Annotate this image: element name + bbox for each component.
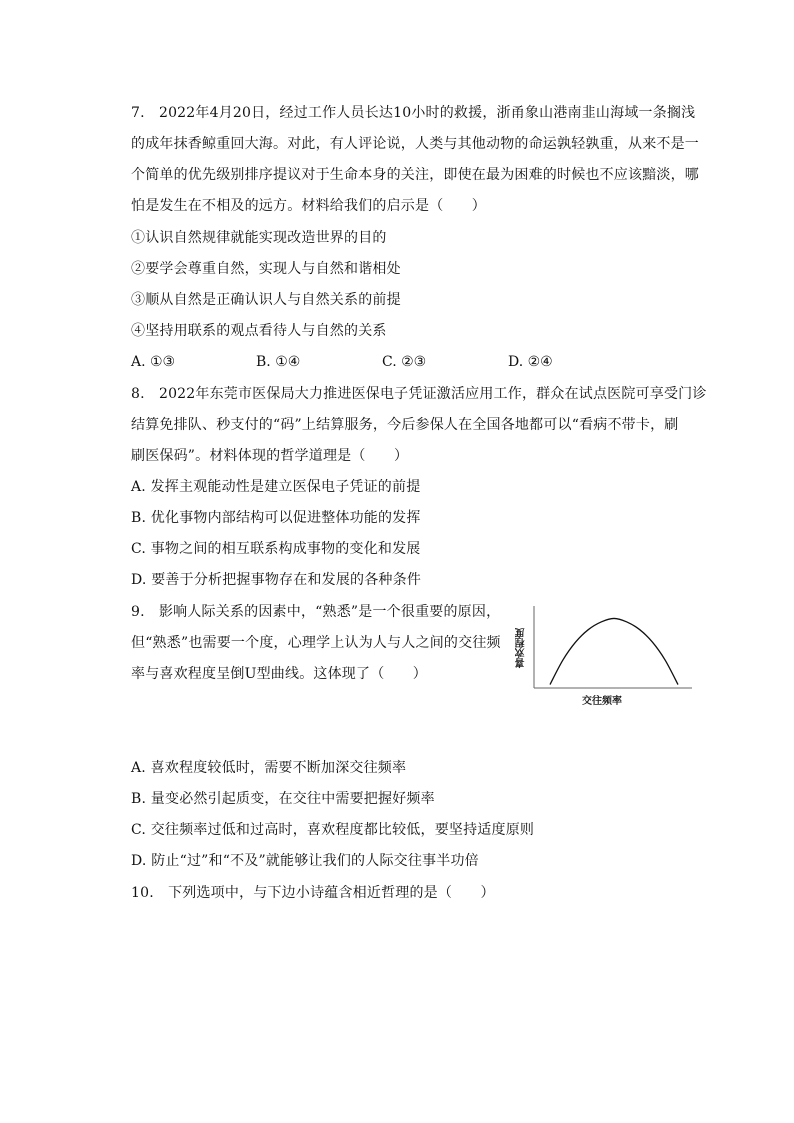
q8-option-a[interactable]: A. 发挥主观能动性是建立医保电子凭证的前提 [131,479,421,495]
q7-options [131,352,611,372]
q9-option-a[interactable]: A. 喜欢程度较低时，需要不断加深交往频率 [131,760,407,776]
q7-option-a[interactable]: A. ①③ [131,354,176,370]
q7-statement-1: ①认识自然规律就能实现改造世界的目的 [131,230,387,246]
q9-option-c[interactable]: C. 交往频率过低和过高时，喜欢程度都比较低，要坚持适度原则 [131,822,535,838]
q7-statement-2: ②要学会尊重自然，实现人与自然和谐相处 [131,261,401,277]
q7-stem-line-4: 怕是发生在不相及的远方。材料给我们的启示是（ ） [131,198,486,214]
y-axis-label: 喜欢程度 [516,628,527,668]
series-curve [550,618,678,684]
q7-stem-line-1: 7. 2022年4月20日，经过工作人员长达10小时的救援，浙甬象山港南韭山海域一条搁浅 [131,105,696,121]
q7-option-d[interactable]: D. ②④ [508,354,553,370]
x-axis-label: 交往频率 [582,696,622,707]
q8-option-b[interactable]: B. 优化事物内部结构可以促进整体功能的发挥 [131,510,421,526]
q7-option-c[interactable]: C. ②③ [382,354,427,370]
q8-stem-line-3: 刷医保码”。材料体现的哲学道理是（ ） [131,448,409,464]
q9-option-b[interactable]: B. 量变必然引起质变，在交往中需要把握好频率 [131,791,435,807]
q7-option-b[interactable]: B. ①④ [256,354,301,370]
q7-stem-line-2: 的成年抹香鲸重回大海。对此，有人评论说，人类与其他动物的命运孰轻孰重，从来不是一 [131,136,699,152]
q9-figure [512,602,697,712]
q8-stem-line-2: 结算免排队、秒支付的“码”上结算服务，今后参保人在全国各地都可以“看病不带卡，刷 [131,417,679,433]
q7-statement-4: ④坚持用联系的观点看待人与自然的关系 [131,323,387,339]
q9-stem-line-1: 9. 影响人际关系的因素中，“熟悉”是一个很重要的原因， [131,604,501,620]
q9-stem-line-2: 但“熟悉”也需要一个度，心理学上认为人与人之间的交往频 [131,635,501,651]
q8-stem-line-1: 8. 2022年东莞市医保局大力推进医保电子凭证激活应用工作，群众在试点医院可享受门诊 [131,386,707,402]
q7-stem-line-3: 个简单的优先级别排序提议对于生命本身的关注，即使在最为困难的时候也不应该黯淡，哪 [131,167,699,183]
q9-stem-line-3: 率与喜欢程度呈倒U型曲线。这体现了（ ） [131,666,427,682]
q7-statement-3: ③顺从自然是正确认识人与自然关系的前提 [131,292,401,308]
q10-stem-line-1: 10. 下列选项中，与下边小诗蕴含相近哲理的是（ ） [131,885,495,901]
q8-option-d[interactable]: D. 要善于分析把握事物存在和发展的各种条件 [131,572,422,588]
q9-option-d[interactable]: D. 防止“过”和“不及”就能够让我们的人际交往事半功倍 [131,853,479,869]
q8-option-c[interactable]: C. 事物之间的相互联系构成事物的变化和发展 [131,541,421,557]
